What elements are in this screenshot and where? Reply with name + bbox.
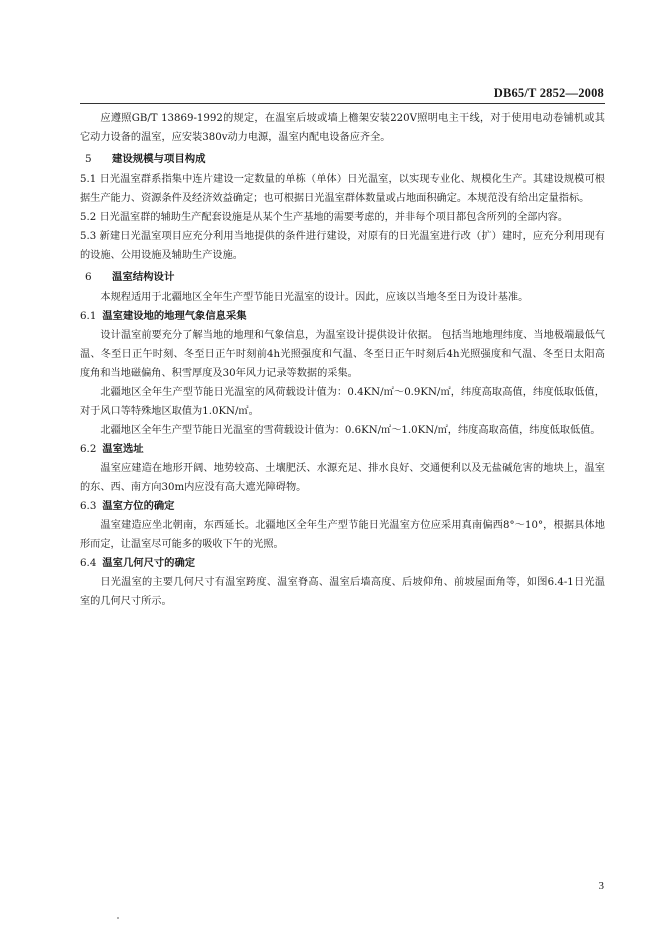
- clause-6-1-info: 设计温室前要充分了解当地的地理和气象信息，为温室设计提供设计依据。 包括当地地理纬度、当地极端最低气温、冬至日正午时刻、冬至日正午时刻前4h光照强度和气温、冬至日正午时刻后4h光照强度和气温、冬至日太阳高度角和当地磁偏角、积雪厚度及30年风力记录等数据的采集。: [80, 330, 605, 379]
- page-number: 3: [598, 880, 604, 892]
- section-number: 6: [85, 271, 92, 283]
- section-heading-6: [80, 268, 605, 287]
- subsection-title: 温室几何尺寸的确定: [102, 557, 196, 569]
- clause-6-3: 温室建造应坐北朝南，东西延长。北疆地区全年生产型节能日光温室方位应采用真南偏西8°～10°，根据具体地形而定，让温室尽可能多的吸收下午的光照。: [80, 520, 605, 550]
- header-rule: [80, 103, 605, 104]
- subsection-number: 6.1: [80, 310, 97, 322]
- clause-5-3: 5.3 新建日光温室项目应充分利用当地提供的条件进行建设，对原有的日光温室进行改（扩）建时，应充分利用现有的设施、公用设施及辅助生产设施。: [80, 231, 605, 261]
- subsection-title: 温室选址: [102, 443, 144, 455]
- subsection-heading-6-3: [80, 497, 605, 516]
- section-title: 温室结构设计: [112, 271, 175, 283]
- section-title: 建设规模与项目构成: [112, 153, 206, 165]
- clause-6-4: 日光温室的主要几何尺寸有温室跨度、温室脊高、温室后墙高度、后坡仰角、前坡屋面角等，如图6.4-1日光温室的几何尺寸所示。: [80, 577, 605, 607]
- clause-6-1-snow-load: 北疆地区全年生产型节能日光温室的雪荷载设计值为：0.6KN/㎡～1.0KN/㎡，纬度高取高值，纬度低取低值。: [100, 425, 601, 436]
- section-heading-5: [80, 150, 605, 169]
- section-number: 5: [85, 153, 92, 165]
- scan-speck: [117, 917, 119, 919]
- subsection-heading-6-1: [80, 307, 605, 326]
- clause-6-1-wind-load: 北疆地区全年生产型节能日光温室的风荷载设计值为：0.4KN/㎡～0.9KN/㎡，纬度高取高值，纬度低取低值，对于风口等特殊地区取值为1.0KN/㎡。: [80, 387, 605, 417]
- subsection-heading-6-2: [80, 440, 605, 459]
- subsection-number: 6.3: [80, 500, 97, 512]
- clause-5-2: 5.2 日光温室群的辅助生产配套设施是从某个生产基地的需要考虑的，并非每个项目都包含所列的全部内容。: [80, 212, 569, 223]
- document-id: DB65/T 2852—2008: [493, 86, 604, 100]
- paragraph-power-supply: 应遵照GB/T 13869-1992的规定，在温室后坡或墙上檐架安装220V照明电主干线，对于使用电动卷铺机或其它动力设备的温室，应安装380v动力电源，温室内配电设备应齐全。: [80, 113, 605, 143]
- subsection-number: 6.2: [80, 443, 97, 455]
- subsection-title: 温室建设地的地理气象信息采集: [102, 310, 247, 322]
- subsection-number: 6.4: [80, 557, 97, 569]
- subsection-heading-6-4: [80, 554, 605, 573]
- clause-6-2: 温室应建造在地形开阔、地势较高、土壤肥沃、水源充足、排水良好、交通便利以及无盐碱危害的地块上，温室的东、西、南方向30m内应没有高大遮光障碍物。: [80, 463, 605, 493]
- document-body: [80, 109, 605, 611]
- subsection-title: 温室方位的确定: [102, 500, 175, 512]
- clause-5-1: 5.1 日光温室群系指集中连片建设一定数量的单栋（单体）日光温室，以实现专业化、规模化生产。其建设规模可根据生产能力、资源条件及经济效益确定；也可根据日光温室群体数量或占地面积确定。本规范没有给出定量指标。: [80, 174, 605, 204]
- clause-6-intro: 本规程适用于北疆地区全年生产型节能日光温室的设计。因此，应该以当地冬至日为设计基准。: [100, 292, 529, 303]
